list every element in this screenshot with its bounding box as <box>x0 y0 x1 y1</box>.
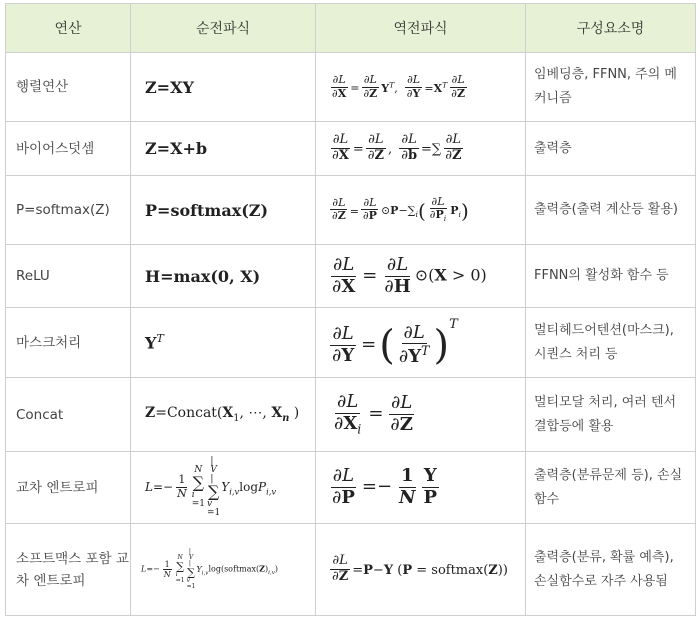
operation-cell: 마스크처리 <box>6 308 131 378</box>
header-row <box>6 4 696 53</box>
operation-cell: ReLU <box>6 245 131 308</box>
backward-formula: $\frac{\partial L}{\partial Z}$ = $\frac{\partial L}{\partial P}$ $⊙P-\sum_i$( $\frac{\partial L}{\partial P_i}$ $P_i$) <box>316 176 526 245</box>
component-cell: 출력층(분류문제 등), 손실 함수 <box>526 452 696 524</box>
backward-formula: $\frac{\partial L}{\partial Z}$ =P−Y (P = softmax(Z)) <box>316 524 526 616</box>
backprop-table <box>5 3 696 616</box>
backward-formula: $\frac{\partial L}{\partial X}$ = $\frac{\partial L}{\partial H}$ ⊙(X > 0) <box>316 245 526 308</box>
table-row <box>6 308 696 378</box>
forward-formula: H=max(0, X) <box>131 245 316 308</box>
header-forward: 순전파식 <box>131 4 316 53</box>
backward-formula: $\frac{\partial L}{\partial X}$ = $\frac{\partial L}{\partial Z}$ , $\frac{\partial L}{\partial b}$ =∑ $\frac{\partial L}{\partial Z}$ <box>316 122 526 176</box>
operation-cell: 바이어스덧셈 <box>6 122 131 176</box>
header-operation: 연산 <box>6 4 131 53</box>
backward-formula: $\frac{\partial L}{\partial Y}$ =( $\frac{\partial L}{\partial Y^T}$ )$^T$ <box>316 308 526 378</box>
component-cell: 출력층(분류, 확률 예측), 손실함수로 자주 사용됨 <box>526 524 696 616</box>
table-row <box>6 245 696 308</box>
component-cell: 임베딩층, FFNN, 주의 메커니즘 <box>526 53 696 122</box>
backward-formula: $\frac{\partial L}{\partial P}$ =− $\frac{1}{N}$ $\frac{Y}{P}$ <box>316 452 526 524</box>
table-row <box>6 176 696 245</box>
table-row <box>6 53 696 122</box>
forward-formula: Z=X+b <box>131 122 316 176</box>
component-cell: 멀티헤드어텐션(마스크), 시퀀스 처리 등 <box>526 308 696 378</box>
backward-formula: $\frac{\partial L}{\partial X_i}$ = $\frac{\partial L}{\partial Z}$ <box>316 378 526 452</box>
component-cell: 출력층(출력 계산등 활용) <box>526 176 696 245</box>
table-row <box>6 524 696 616</box>
forward-formula: $Z=Concat(X_1$, ⋯, $X_n$ ) <box>131 378 316 452</box>
operation-cell: P=softmax(Z) <box>6 176 131 245</box>
table-row <box>6 452 696 524</box>
forward-formula: $Y^T$ <box>131 308 316 378</box>
forward-formula: Z=XY <box>131 53 316 122</box>
component-cell: FFNN의 활성화 함수 등 <box>526 245 696 308</box>
operation-cell: Concat <box>6 378 131 452</box>
forward-formula: P=softmax(Z) <box>131 176 316 245</box>
operation-cell: 행렬연산 <box>6 53 131 122</box>
forward-formula: L=− $\frac{1}{N}$ N ∑ i =1 | V | ∑ v =1 $Y_{i,v}\log P_{i,v}$ <box>131 452 316 524</box>
header-component: 구성요소명 <box>526 4 696 53</box>
component-cell: 멀티모달 처리, 여러 텐서 결합등에 활용 <box>526 378 696 452</box>
table-row <box>6 378 696 452</box>
table-row <box>6 122 696 176</box>
operation-cell: 소프트맥스 포함 교차 엔트로피 <box>6 524 131 616</box>
backward-formula: $\frac{\partial L}{\partial X}$ = $\frac{\partial L}{\partial Z}$ $Y^T$, $\frac{\partial L}{\partial Y}$ $=X^T$ $\frac{\partial L}{\partial Z}$ <box>316 53 526 122</box>
component-cell: 출력층 <box>526 122 696 176</box>
operation-cell: 교차 엔트로피 <box>6 452 131 524</box>
header-backward: 역전파식 <box>316 4 526 53</box>
forward-formula: L=− $\frac{1}{N}$ N ∑ i =1 | V | ∑ v =1 $Y_{i,v}\log(softmax(Z)_{i,v})$ <box>131 524 316 616</box>
